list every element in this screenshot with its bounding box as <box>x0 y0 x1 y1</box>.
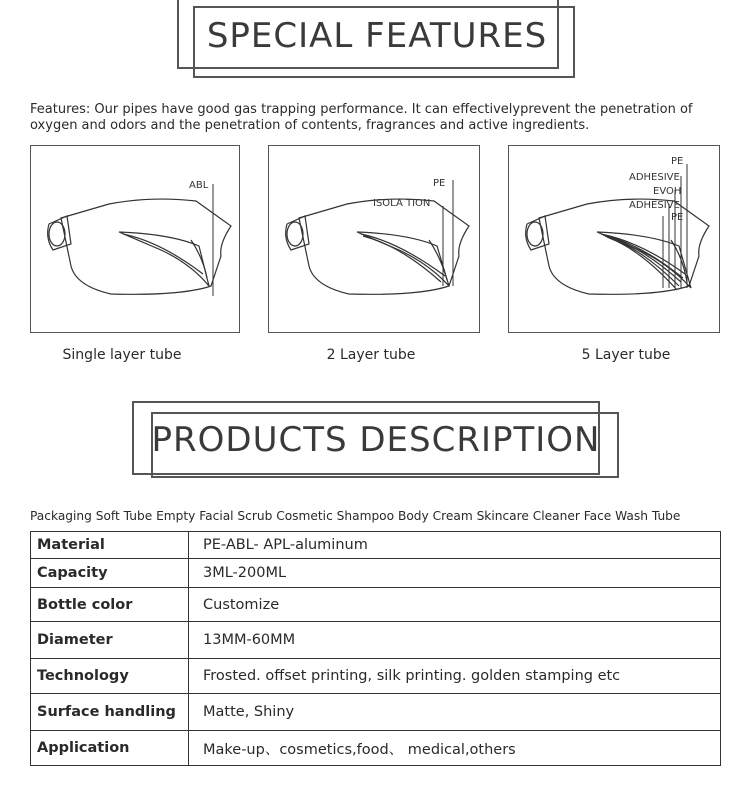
table-row <box>31 622 721 659</box>
spec-label-surface-handling: Surface handling <box>31 694 189 731</box>
table-row <box>31 694 721 731</box>
two-layer-diagram <box>268 145 480 333</box>
spec-label-technology: Technology <box>31 659 189 694</box>
panel3-label-pe-bottom: PE <box>671 212 684 223</box>
panel3-label-evoh: EVOH <box>653 186 682 197</box>
spec-label-material: Material <box>31 532 189 559</box>
table-row <box>31 532 721 559</box>
products-description-header <box>131 400 621 480</box>
spec-value-application: Make-up、cosmetics,food、 medical,others <box>189 731 721 766</box>
table-row <box>31 731 721 766</box>
spec-label-application: Application <box>31 731 189 766</box>
spec-value-bottle-color: Customize <box>189 588 721 622</box>
features-description: Features: Our pipes have good gas trapping performance. It can effectivelyprevent the penetration of oxygen and odors and the penetration of contents, fragrances and active ingredients. <box>30 102 693 133</box>
spec-table <box>30 531 721 766</box>
caption-single-layer: Single layer tube <box>62 347 182 363</box>
single-layer-diagram <box>30 145 240 333</box>
five-layer-diagram <box>508 145 720 333</box>
panel3-label-pe-top: PE <box>671 156 684 167</box>
panel2-label-isolation: ISOLA TION <box>373 198 431 209</box>
table-row <box>31 559 721 588</box>
spec-value-material: PE-ABL- APL-aluminum <box>189 532 721 559</box>
products-description-title: PRODUCTS DESCRIPTION <box>151 420 601 460</box>
spec-value-surface-handling: Matte, Shiny <box>189 694 721 731</box>
caption-five-layer: 5 Layer tube <box>581 347 671 363</box>
product-title: Packaging Soft Tube Empty Facial Scrub Cosmetic Shampoo Body Cream Skincare Cleaner Face Wash Tube <box>30 509 681 523</box>
panel2-label-pe: PE <box>433 178 446 189</box>
spec-label-bottle-color: Bottle color <box>31 588 189 622</box>
panel3-label-adhesive-2: ADHESIVE <box>629 200 680 211</box>
table-row <box>31 588 721 622</box>
panel3-label-adhesive-1: ADHESIVE <box>629 172 680 183</box>
panel1-label-abl: ABL <box>189 180 209 191</box>
spec-value-diameter: 13MM-60MM <box>189 622 721 659</box>
spec-value-technology: Frosted. offset printing, silk printing. golden stamping etc <box>189 659 721 694</box>
special-features-header <box>177 0 577 80</box>
special-features-title: SPECIAL FEATURES <box>206 16 548 56</box>
spec-label-capacity: Capacity <box>31 559 189 588</box>
spec-label-diameter: Diameter <box>31 622 189 659</box>
table-row <box>31 659 721 694</box>
caption-two-layer: 2 Layer tube <box>326 347 416 363</box>
spec-value-capacity: 3ML-200ML <box>189 559 721 588</box>
